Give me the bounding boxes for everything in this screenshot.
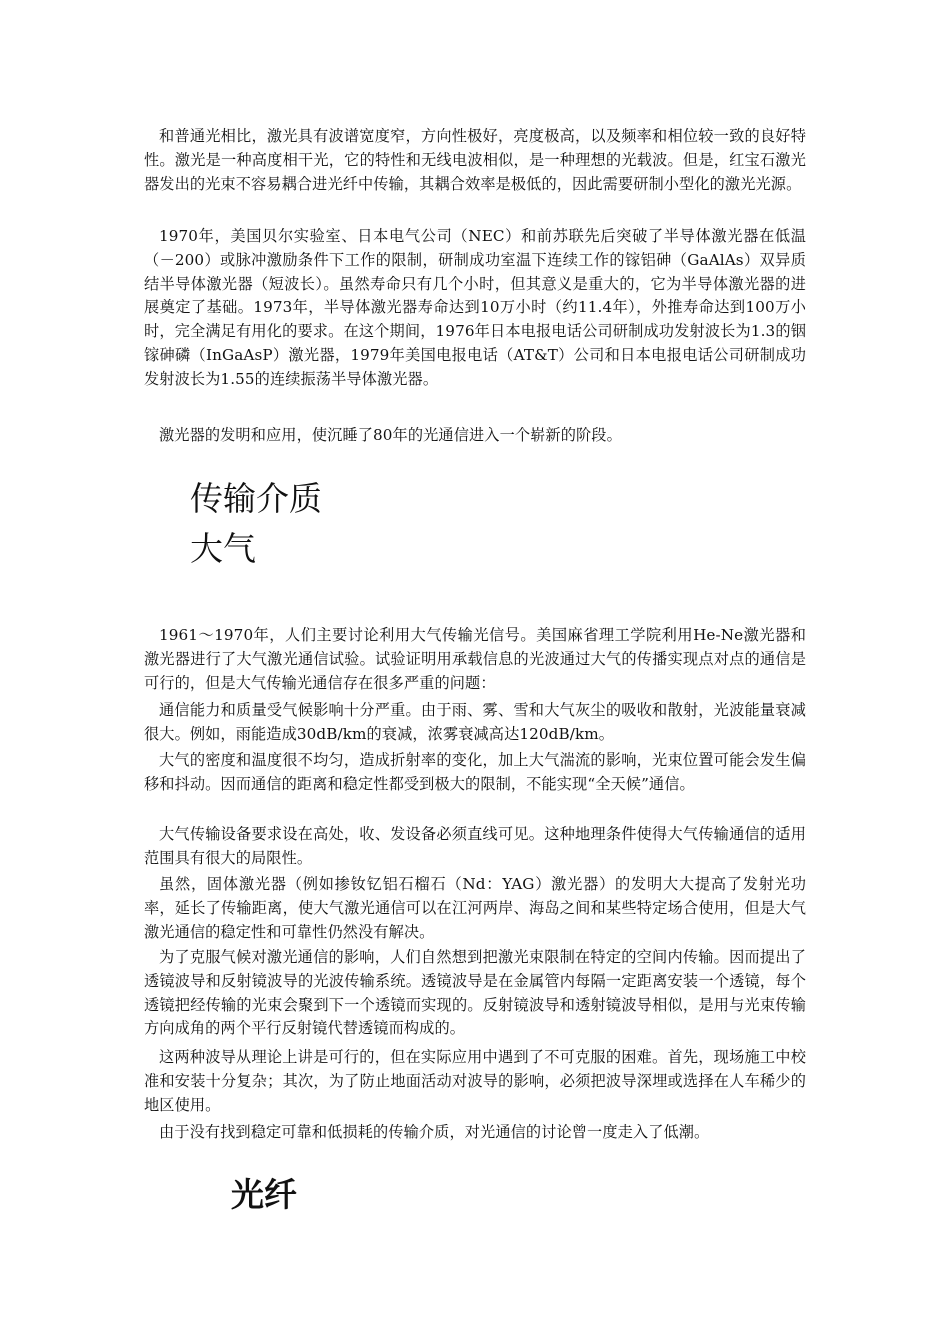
paragraph-laser-characteristics: 和普通光相比，激光具有波谱宽度窄，方向性极好，亮度极高，以及频率和相位较一致的良好特性。激光是一种高度相干光，它的特性和无线电波相似，是一种理想的光载波。但是，红宝石激光器发出的光束不容易耦合进光纤中传输，其耦合效率是极低的，因此需要研制小型化的激光光源。 <box>144 127 806 193</box>
paragraph-density-temperature: 大气的密度和温度很不均匀，造成折射率的变化，加上大气湍流的影响，光束位置可能会发生偏移和抖动。因而通信的距离和稳定性都受到极大的限制，不能实现“全天候”通信。 <box>144 751 806 793</box>
paragraph-semiconductor-laser-history: 1970年，美国贝尔实验室、日本电气公司（NEC）和前苏联先后突破了半导体激光器在低温（－200）或脉冲激励条件下工作的限制，研制成功室温下连续工作的镓铝砷（GaAlAs）双异质结半导体激光器（短波长）。虽然寿命只有几个小时，但其意义是重大的，它为半导体激光器的进展奠定了基础。1973年，半导体激光器寿命达到10万小时（约11.4年），外推寿命达到100万小时，完全满足有用化的要求。在这个期间，1976年日本电报电话公司研制成功发射波长为1.3的铟镓砷磷（InGaAsP）激光器，1979年美国电报电话（AT&T）公司和日本电报电话公司研制成功发射波长为1.55的连续振荡半导体激光器。 <box>144 227 806 388</box>
paragraph-laser-invention: 激光器的发明和应用，使沉睡了80年的光通信进入一个崭新的阶段。 <box>159 426 622 444</box>
heading-optical-fiber: 光纤 <box>231 1175 297 1214</box>
paragraph-waveguide-difficulties: 这两种波导从理论上讲是可行的，但在实际应用中遇到了不可克服的困难。首先，现场施工中校准和安装十分复杂；其次，为了防止地面活动对波导的影响，必须把波导深埋或选择在人车稀少的地区使用。 <box>144 1048 806 1114</box>
paragraph-low-tide: 由于没有找到稳定可靠和低损耗的传输介质，对光通信的讨论曾一度走入了低潮。 <box>159 1123 710 1141</box>
heading-atmosphere: 大气 <box>190 529 256 568</box>
heading-transmission-medium: 传输介质 <box>190 479 322 518</box>
paragraph-atmospheric-transmission: 1961～1970年，人们主要讨论利用大气传输光信号。美国麻省理工学院利用He-Ne激光器和激光器进行了大气激光通信试验。试验证明用承载信息的光波通过大气的传播实现点对点的通信是可行的，但是大气传输光通信存在很多严重的问题： <box>144 626 806 692</box>
paragraph-solid-state-laser: 虽然，固体激光器（例如掺钕钇铝石榴石（Nd：YAG）激光器）的发明大大提高了发射光功率，延长了传输距离，使大气激光通信可以在江河两岸、海岛之间和某些特定场合使用，但是大气激光通信的稳定性和可靠性仍然没有解决。 <box>144 875 806 941</box>
paragraph-line-of-sight: 大气传输设备要求设在高处，收、发设备必须直线可见。这种地理条件使得大气传输通信的适用范围具有很大的局限性。 <box>144 825 806 867</box>
paragraph-weather-influence: 通信能力和质量受气候影响十分严重。由于雨、雾、雪和大气灰尘的吸收和散射，光波能量衰减很大。例如，雨能造成30dB/km的衰减，浓雾衰减高达120dB/km。 <box>144 701 806 743</box>
paragraph-waveguide-systems: 为了克服气候对激光通信的影响，人们自然想到把激光束限制在特定的空间内传输。因而提出了透镜波导和反射镜波导的光波传输系统。透镜波导是在金属管内每隔一定距离安装一个透镜，每个透镜把经传输的光束会聚到下一个透镜而实现的。反射镜波导和透射镜波导相似，是用与光束传输方向成角的两个平行反射镜代替透镜而构成的。 <box>144 948 806 1038</box>
